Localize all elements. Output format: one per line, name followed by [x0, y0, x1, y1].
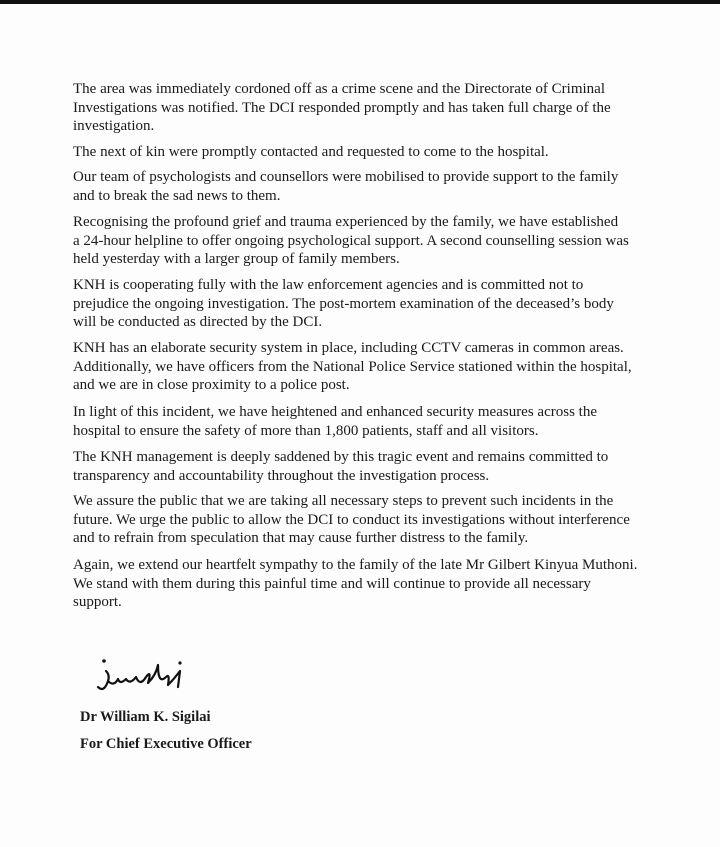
handwritten-signature: [96, 657, 191, 702]
text-line: a 24-hour helpline to offer ongoing psychological support. A second counselling session was: [73, 232, 629, 249]
signatory-name: Dr William K. Sigilai: [80, 709, 211, 725]
text-line: Our team of psychologists and counsellors were mobilised to provide support to the family: [73, 169, 619, 185]
text-line: future. We urge the public to allow the DCI to conduct its investigations without interference: [73, 511, 630, 528]
text-line: hospital to ensure the safety of more than 1,800 patients, staff and all visitors.: [73, 422, 539, 439]
text-line: will be conducted as directed by the DCI.: [73, 314, 323, 330]
text-line: and to refrain from speculation that may cause further distress to the family.: [73, 530, 529, 546]
paragraph: [73, 213, 673, 269]
text-line: held yesterday with a larger group of family members.: [73, 251, 400, 267]
paragraph: [73, 492, 673, 548]
text-line: Again, we extend our heartfelt sympathy to the family of the late Mr Gilbert Kinyua Muthoni.: [73, 557, 638, 573]
text-line: prejudice the ongoing investigation. The post-mortem examination of the deceased’s body: [73, 295, 614, 312]
text-line: In light of this incident, we have heightened and enhanced security measures across the: [73, 404, 597, 420]
paragraph: [73, 168, 673, 205]
text-line: Recognising the profound grief and trauma experienced by the family, we have established: [73, 214, 619, 230]
paragraph: [73, 556, 673, 612]
signatory-title: For Chief Executive Officer: [80, 736, 252, 752]
text-line: Investigations was notified. The DCI responded promptly and has taken full charge of the: [73, 99, 611, 116]
text-line: investigation.: [73, 118, 155, 134]
text-line: KNH has an elaborate security system in place, including CCTV cameras in common areas.: [73, 340, 624, 356]
paragraph: [73, 339, 673, 395]
paragraph: [73, 80, 673, 136]
paragraph: [73, 143, 673, 162]
text-line: transparency and accountability throughout the investigation process.: [73, 467, 490, 484]
text-line: The area was immediately cordoned off as a crime scene and the Directorate of Criminal: [73, 81, 605, 97]
text-line: KNH is cooperating fully with the law enforcement agencies and is committed not to: [73, 277, 584, 293]
text-line: We assure the public that we are taking all necessary steps to prevent such incidents in the: [73, 493, 614, 509]
text-line: The KNH management is deeply saddened by this tragic event and remains committed to: [73, 449, 609, 465]
text-line: Additionally, we have officers from the National Police Service stationed within the hospital,: [73, 358, 632, 375]
paragraph: [73, 276, 673, 332]
text-line: support.: [73, 594, 122, 610]
text-line: The next of kin were promptly contacted and requested to come to the hospital.: [73, 144, 549, 160]
text-line: We stand with them during this painful time and will continue to provide all necessary: [73, 575, 591, 592]
text-line: and to break the sad news to them.: [73, 187, 281, 204]
paragraph: [73, 448, 673, 485]
text-line: and we are in close proximity to a police post.: [73, 377, 350, 393]
paragraph: [73, 403, 673, 440]
top-edge-bar: [0, 0, 720, 4]
